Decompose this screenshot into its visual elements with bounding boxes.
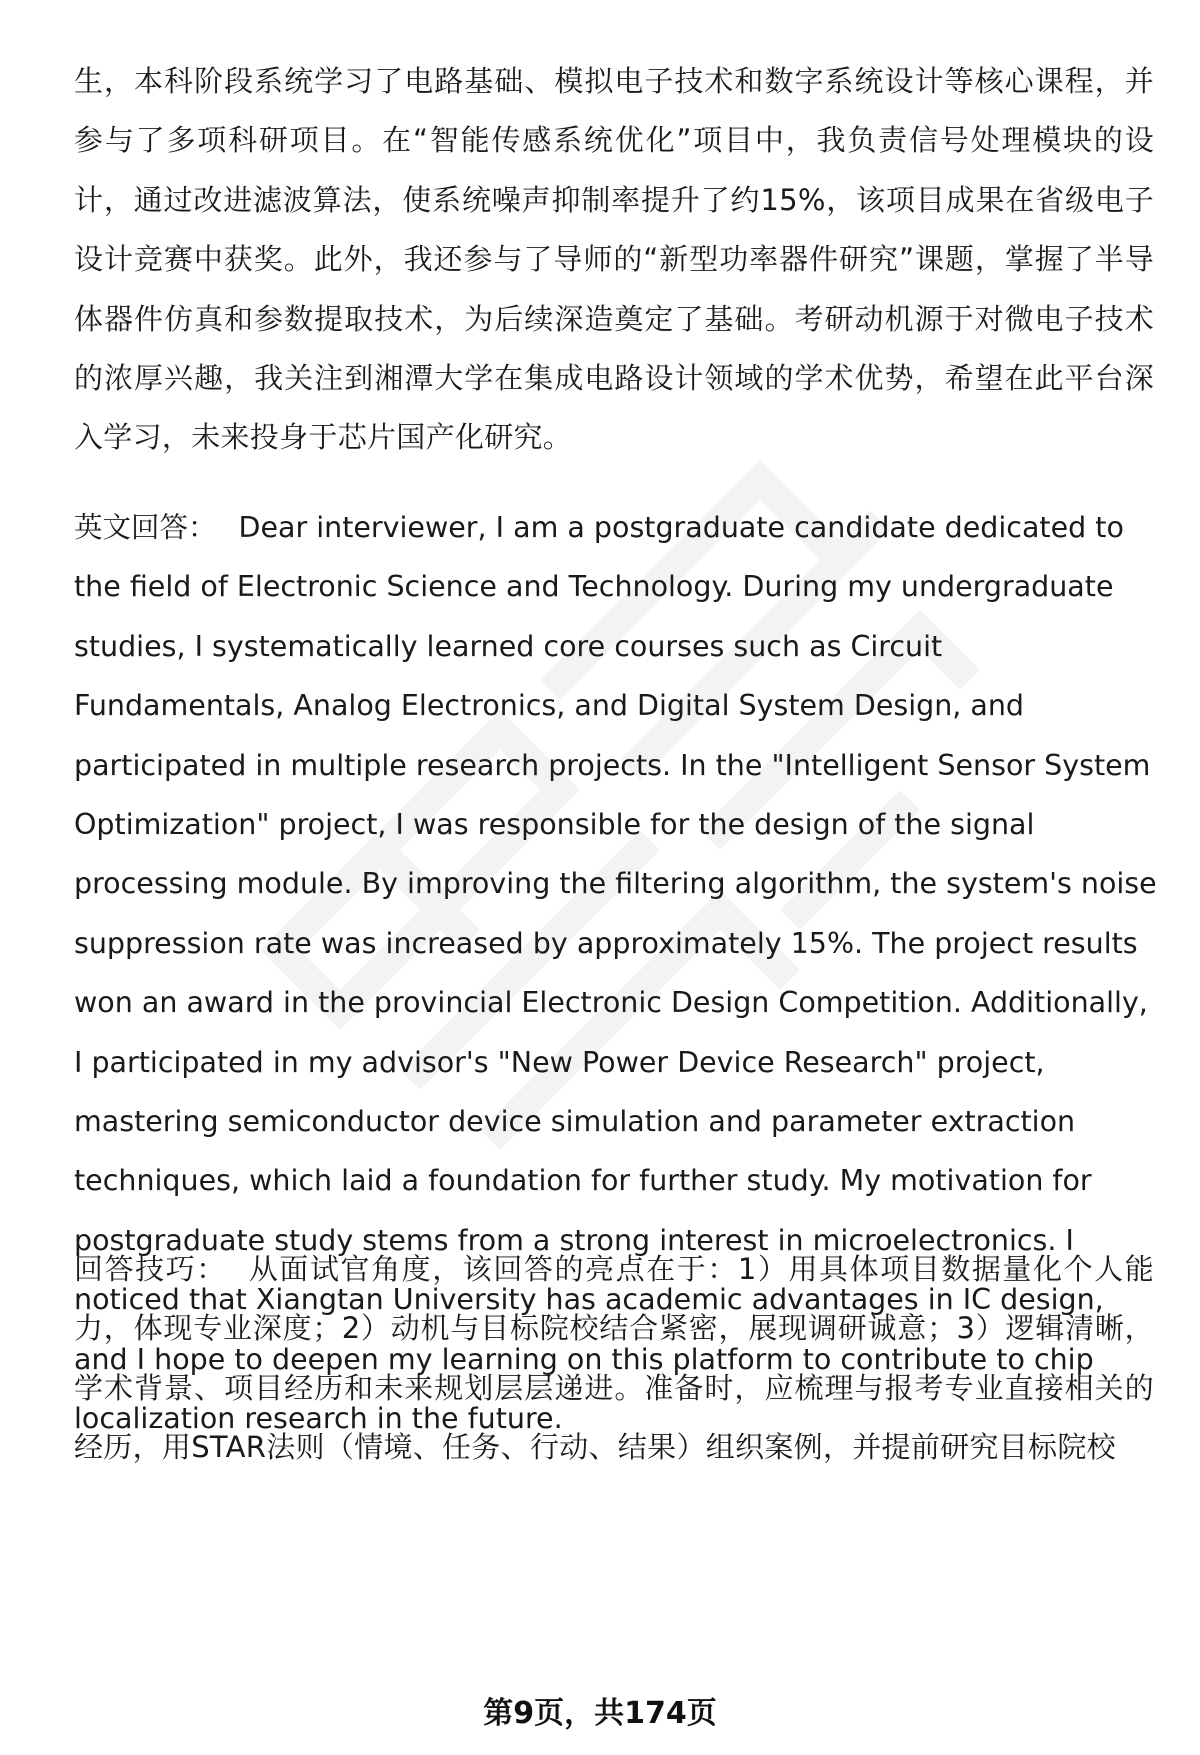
page-number-footer: 第9页，共174页 (483, 1696, 717, 1731)
tips-text: 从面试官角度，该回答的亮点在于：1）用具体项目数据量化个人能力，体现专业深度；2）动机与目标院校结合紧密，展现调研诚意；3）逻辑清晰，学术背景、项目经历和未来规划层层递进。准备时，应梳理与报考专业直接相关的经历，用STAR法则（情境、任务、行动、结果）组织案例，并提前研究目标院校 (74, 1252, 1154, 1465)
english-answer-label: 英文回答： (74, 511, 217, 544)
tips-paragraph (74, 1240, 1154, 1478)
tips-label: 回答技巧： (74, 1252, 227, 1286)
english-answer-text: Dear interviewer, I am a postgraduate candidate dedicated to the field of Electronic Science and Technology. During my undergraduate studies, I systematically learned core courses such as Circuit Fundamentals, Analog Electronics, and Digital System Design, and participated in multiple research projects. In the "Intelligent Sensor System Optimization" project, I was responsible for the design of the signal processing module. By improving the filtering algorithm, the system's noise suppression rate was increased by approximately 15%. The project results won an award in the provincial Electronic Design Competition. Additionally, I participated in my advisor's "New Power Device Research" project, mastering semiconductor device simulation and parameter extraction techniques, which laid a foundation for further study. My motivation for postgraduate study stems from a strong interest in microelectronics. I noticed that Xiangtan University has academic advantages in IC design, and I hope to deepen my learning on this platform to contribute to chip localization research in the future. (74, 511, 1157, 1436)
intro-paragraph: 生，本科阶段系统学习了电路基础、模拟电子技术和数字系统设计等核心课程，并参与了多项科研项目。在“智能传感系统优化”项目中，我负责信号处理模块的设计，通过改进滤波算法，使系统噪声抑制率提升了约15%，该项目成果在省级电子设计竞赛中获奖。此外，我还参与了导师的“新型功率器件研究”课题，掌握了半导体器件仿真和参数提取技术，为后续深造奠定了基础。考研动机源于对微电子技术的浓厚兴趣，我关注到湘潭大学在集成电路设计领域的学术优势，希望在此平台深入学习，未来投身于芯片国产化研究。 (74, 64, 1154, 455)
